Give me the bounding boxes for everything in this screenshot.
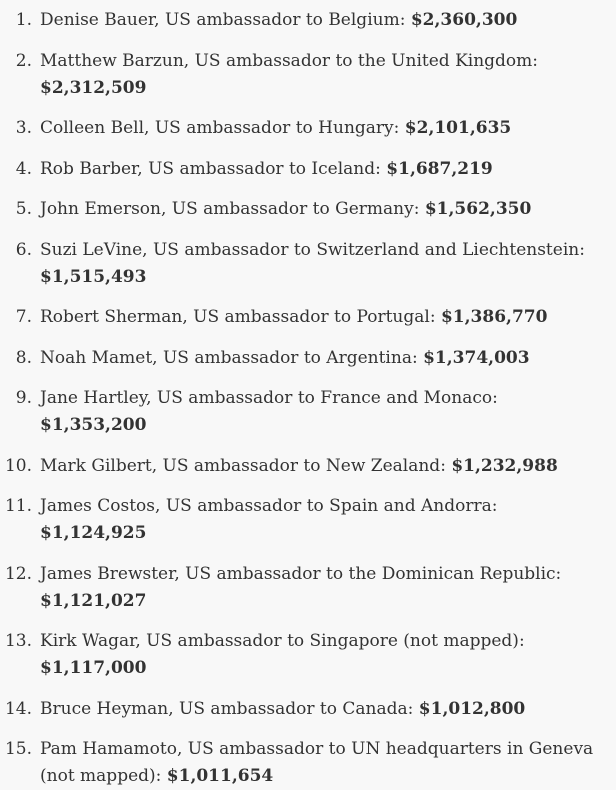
list-item	[0, 48, 604, 102]
item-number: 2.	[15, 50, 32, 71]
item-number: 9.	[15, 388, 32, 408]
list-item	[0, 696, 604, 723]
item-number: 13.	[4, 631, 32, 651]
item-description: Denise Bauer, US ambassador to Belgium:	[40, 10, 406, 30]
list-item	[0, 196, 604, 223]
item-text	[40, 453, 604, 480]
list-item	[0, 156, 604, 183]
list-item	[0, 628, 604, 682]
list-item	[0, 345, 604, 372]
item-amount: $1,011,654	[166, 766, 274, 786]
item-number: 11.	[4, 496, 32, 516]
item-number: 4.	[15, 158, 32, 179]
list-item	[0, 385, 604, 439]
item-description: Kirk Wagar, US ambassador to Singapore (not mapped):	[40, 631, 525, 651]
list-item	[0, 736, 604, 790]
item-description: James Brewster, US ambassador to the Dominican Republic:	[40, 563, 562, 584]
item-description: Robert Sherman, US ambassador to Portugal:	[40, 307, 436, 327]
list-item	[0, 304, 604, 331]
item-amount: $1,562,350	[424, 199, 532, 219]
item-description: Mark Gilbert, US ambassador to New Zealand:	[40, 455, 446, 476]
item-amount: $1,687,219	[386, 158, 493, 179]
item-amount: $2,360,300	[410, 10, 518, 30]
item-description: Colleen Bell, US ambassador to Hungary:	[40, 118, 400, 138]
item-amount: $1,353,200	[40, 415, 147, 435]
item-text	[40, 696, 604, 723]
item-amount: $1,117,000	[40, 658, 147, 678]
item-description: Bruce Heyman, US ambassador to Canada:	[40, 698, 414, 719]
item-number: 3.	[15, 118, 32, 138]
item-number: 14.	[4, 698, 32, 719]
item-number: 6.	[15, 239, 32, 260]
item-description: Rob Barber, US ambassador to Iceland:	[40, 158, 381, 179]
item-text	[40, 7, 604, 34]
item-number: 7.	[15, 307, 32, 327]
list-item	[0, 561, 604, 615]
item-amount: $2,101,635	[404, 118, 512, 138]
list-item	[0, 237, 604, 291]
item-text	[40, 115, 604, 142]
item-amount: $1,124,925	[40, 523, 147, 543]
list-item	[0, 453, 604, 480]
item-number: 5.	[15, 199, 32, 219]
item-amount: $1,386,770	[440, 307, 548, 327]
item-amount: $1,515,493	[40, 266, 147, 287]
item-amount: $1,012,800	[418, 698, 526, 719]
item-description: Jane Hartley, US ambassador to France and Monaco:	[40, 388, 498, 408]
item-description: John Emerson, US ambassador to Germany:	[40, 199, 420, 219]
item-text	[40, 237, 604, 291]
item-number: 10.	[4, 455, 32, 476]
item-text	[40, 48, 604, 102]
item-amount: $1,374,003	[423, 347, 530, 368]
item-number: 8.	[15, 347, 32, 368]
item-number: 12.	[4, 563, 32, 584]
item-text	[40, 345, 604, 372]
item-description: Noah Mamet, US ambassador to Argentina:	[40, 347, 418, 368]
item-amount: $1,232,988	[451, 455, 558, 476]
list-item	[0, 7, 604, 34]
item-text	[40, 156, 604, 183]
item-description: Matthew Barzun, US ambassador to the United Kingdom:	[40, 50, 539, 71]
item-text	[40, 561, 604, 615]
item-description: Suzi LeVine, US ambassador to Switzerland and Liechtenstein:	[40, 239, 585, 260]
list-item	[0, 115, 604, 142]
item-text	[40, 385, 604, 439]
item-number: 1.	[15, 10, 32, 30]
item-number: 15.	[4, 739, 32, 759]
item-text	[40, 493, 604, 547]
item-text	[40, 304, 604, 331]
list-item	[0, 493, 604, 547]
item-description: Pam Hamamoto, US ambassador to UN headquarters in Geneva (not mapped):	[40, 739, 594, 786]
item-text	[40, 736, 604, 790]
item-text	[40, 196, 604, 223]
item-text	[40, 628, 604, 682]
item-description: James Costos, US ambassador to Spain and Andorra:	[40, 496, 498, 516]
item-amount: $2,312,509	[40, 77, 147, 98]
item-amount: $1,121,027	[40, 590, 147, 611]
